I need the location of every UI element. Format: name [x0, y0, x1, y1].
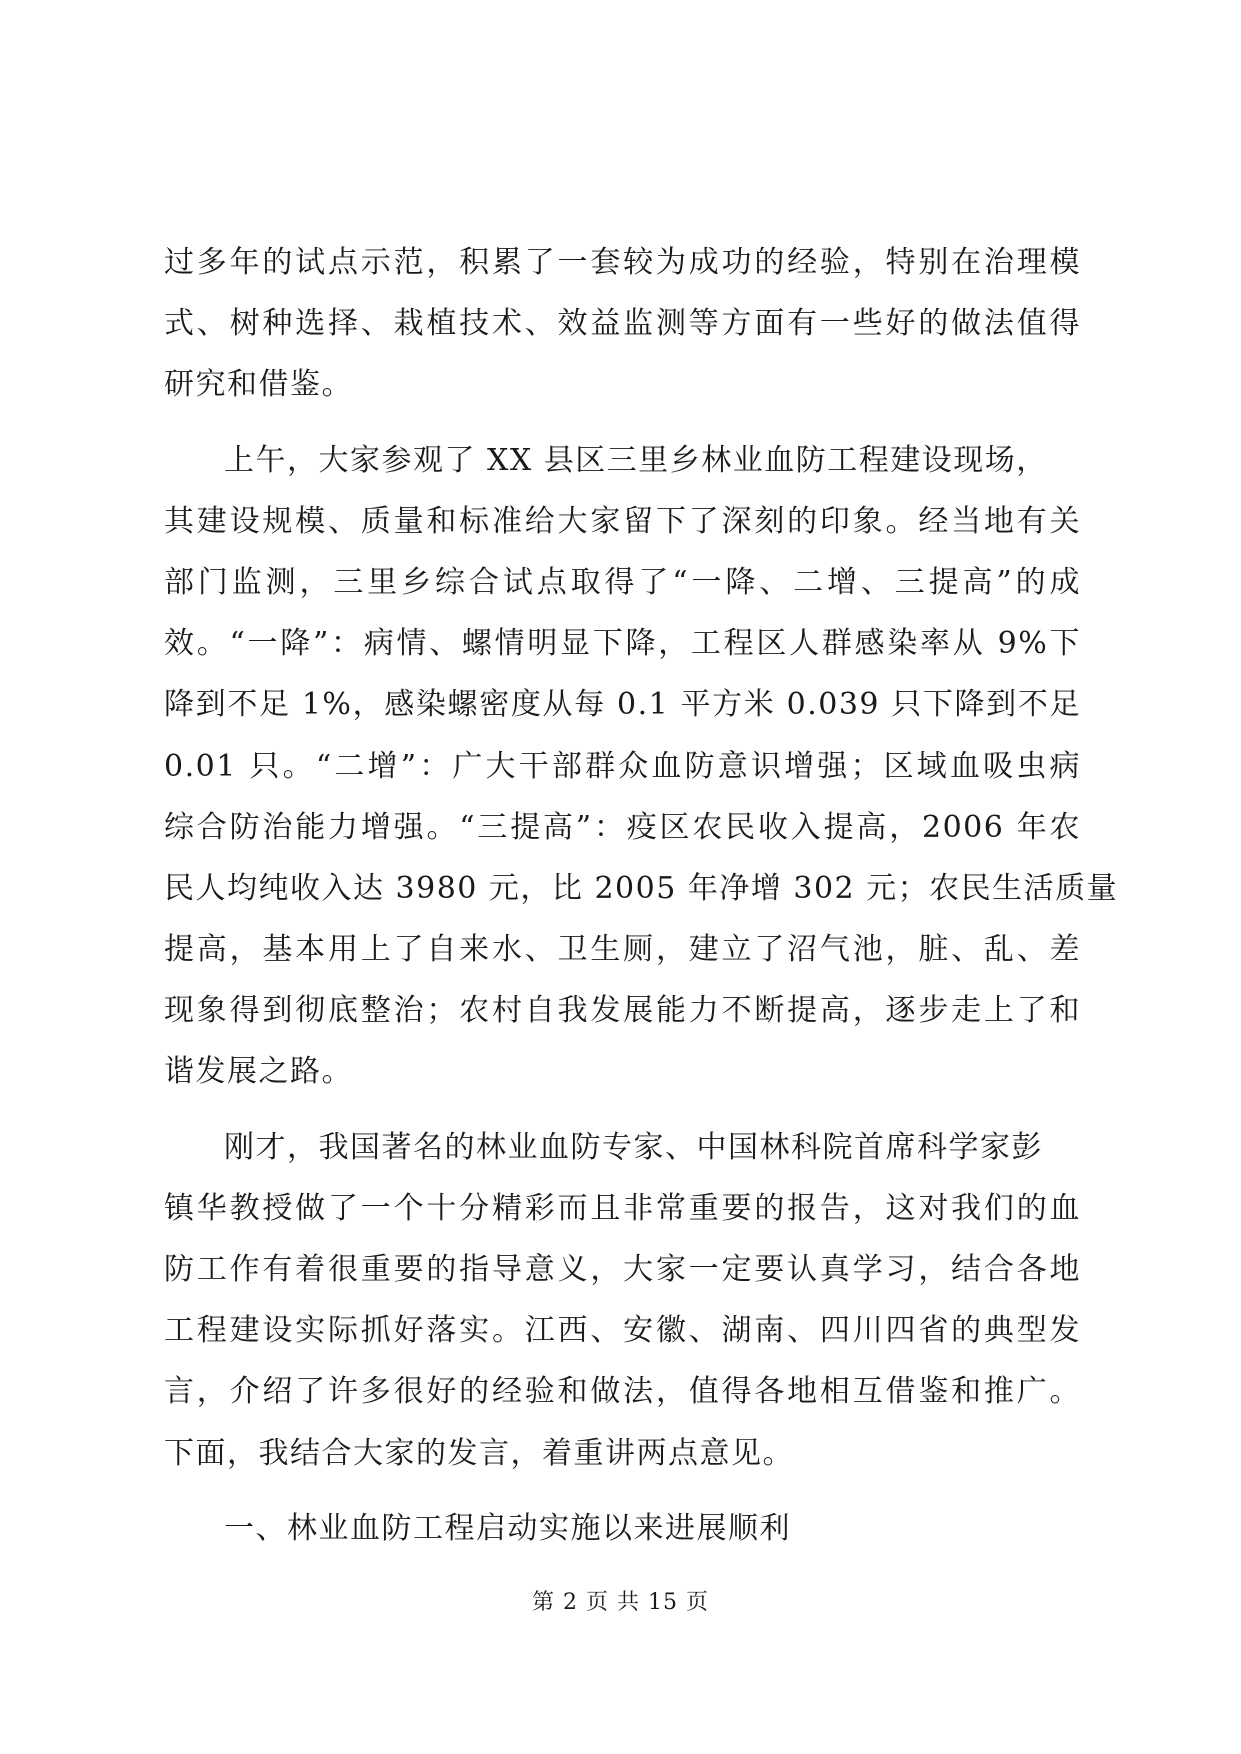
- text-line: 研究和借鉴。: [164, 367, 353, 403]
- text-line: 现象得到彻底整治；农村自我发展能力不断提高，逐步走上了和: [164, 993, 1081, 1029]
- page-number-footer: 第 2 页 共 15 页: [532, 1590, 709, 1615]
- text-line: 过多年的试点示范，积累了一套较为成功的经验，特别在治理模: [164, 245, 1081, 280]
- text-line: 民人均纯收入达 3980 元，比 2005 年净增 302 元；农民生活质量: [164, 870, 1119, 906]
- paragraph-first-line: 上午，大家参观了 XX 县区三里乡林业血防工程建设现场，: [224, 442, 1048, 478]
- text-line: 其建设规模、质量和标准给大家留下了深刻的印象。经当地有关: [164, 503, 1081, 539]
- text-line: 0.01 只。“二增”：广大干部群众血防意识增强；区域血吸虫病: [164, 748, 1081, 784]
- document-body: [164, 232, 1119, 1559]
- text-line: 镇华教授做了一个十分精彩而且非常重要的报告，这对我们的血: [164, 1190, 1081, 1226]
- section-heading: 一、林业血防工程启动实施以来进展顺利: [224, 1510, 791, 1546]
- text-line: 部门监测，三里乡综合试点取得了“一降、二增、三提高”的成: [164, 564, 1081, 600]
- text-line: 降到不足 1%，感染螺密度从每 0.1 平方米 0.039 只下降到不足: [164, 687, 1081, 723]
- text-line: 效。“一降”：病情、螺情明显下降，工程区人群感染率从 9%下: [164, 626, 1081, 662]
- text-line: 式、树种选择、栽植技术、效益监测等方面有一些好的做法值得: [164, 306, 1081, 342]
- text-line: 综合防治能力增强。“三提高”：疫区农民收入提高，2006 年农: [164, 809, 1081, 845]
- text-line: 谐发展之路。: [164, 1054, 353, 1090]
- text-line: 防工作有着很重要的指导意义，大家一定要认真学习，结合各地: [164, 1252, 1081, 1287]
- paragraph-first-line: 刚才，我国著名的林业血防专家、中国林科院首席科学家彭: [224, 1129, 1043, 1165]
- text-line: 提高，基本用上了自来水、卫生厕，建立了沼气池，脏、乱、差: [164, 932, 1081, 968]
- text-line: 言，介绍了许多很好的经验和做法，值得各地相互借鉴和推广。: [164, 1374, 1081, 1410]
- text-line: 下面，我结合大家的发言，着重讲两点意见。: [164, 1435, 794, 1471]
- text-line: 工程建设实际抓好落实。江西、安徽、湖南、四川四省的典型发: [164, 1313, 1081, 1349]
